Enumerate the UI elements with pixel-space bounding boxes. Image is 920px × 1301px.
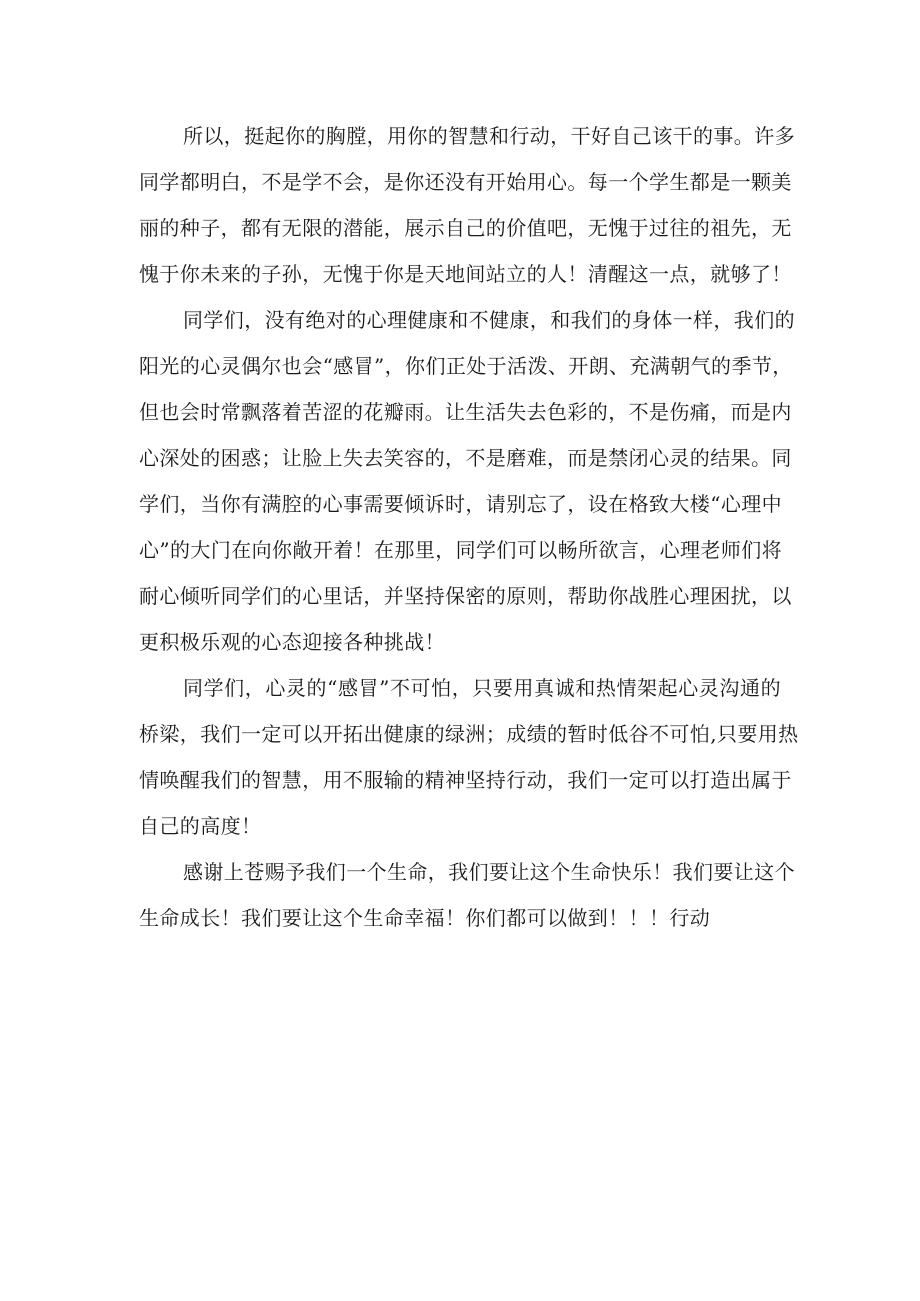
paragraph-1-line-1: 所以，挺起你的胸膛，用你的智慧和行动，干好自己该干的事。许多	[183, 124, 795, 148]
paragraph-2-line-2: 阳光的心灵偶尔也会“感冒”，你们正处于活泼、开朗、充满朝气的季节，	[139, 354, 793, 378]
paragraph-2-line-1: 同学们，没有绝对的心理健康和不健康，和我们的身体一样，我们的	[183, 308, 795, 332]
paragraph-2-line-8: 更积极乐观的心态迎接各种挑战！	[139, 630, 445, 654]
paragraph-3-line-4: 自己的高度！	[139, 814, 262, 838]
paragraph-1-line-2: 同学都明白，不是学不会，是你还没有开始用心。每一个学生都是一颗美	[139, 170, 792, 194]
paragraph-4-line-2: 生命成长！我们要让这个生命幸福！你们都可以做到！！！行动	[139, 906, 711, 930]
paragraph-2-line-7: 耐心倾听同学们的心里话，并坚持保密的原则，帮助你战胜心理困扰，以	[139, 584, 792, 608]
paragraph-2-line-4: 心深处的困惑；让脸上失去笑容的，不是磨难，而是禁闭心灵的结果。同	[139, 446, 792, 470]
paragraph-3-line-3: 情唤醒我们的智慧，用不服输的精神坚持行动，我们一定可以打造出属于	[139, 768, 792, 792]
paragraph-2-line-6: 心”的大门在向你敞开着！在那里，同学们可以畅所欲言，心理老师们将	[139, 538, 783, 562]
paragraph-1-line-4: 愧于你未来的子孙，无愧于你是天地间站立的人！清醒这一点，就够了！	[139, 262, 792, 286]
paragraph-4-line-1: 感谢上苍赐予我们一个生命，我们要让这个生命快乐！我们要让这个	[183, 860, 795, 884]
paragraph-3-line-1: 同学们，心灵的“感冒”不可怕，只要用真诚和热情架起心灵沟通的	[183, 676, 781, 700]
paragraph-1-line-3: 丽的种子，都有无限的潜能，展示自己的价值吧，无愧于过往的祖先，无	[139, 216, 792, 240]
paragraph-2-line-5: 学们，当你有满腔的心事需要倾诉时，请别忘了，设在格致大楼“心理中	[139, 492, 783, 516]
paragraph-2-line-3: 但也会时常飘落着苦涩的花瓣雨。让生活失去色彩的，不是伤痛，而是内	[139, 400, 792, 424]
paragraph-3-line-2: 桥梁，我们一定可以开拓出健康的绿洲；成绩的暂时低谷不可怕,只要用热	[139, 722, 799, 746]
